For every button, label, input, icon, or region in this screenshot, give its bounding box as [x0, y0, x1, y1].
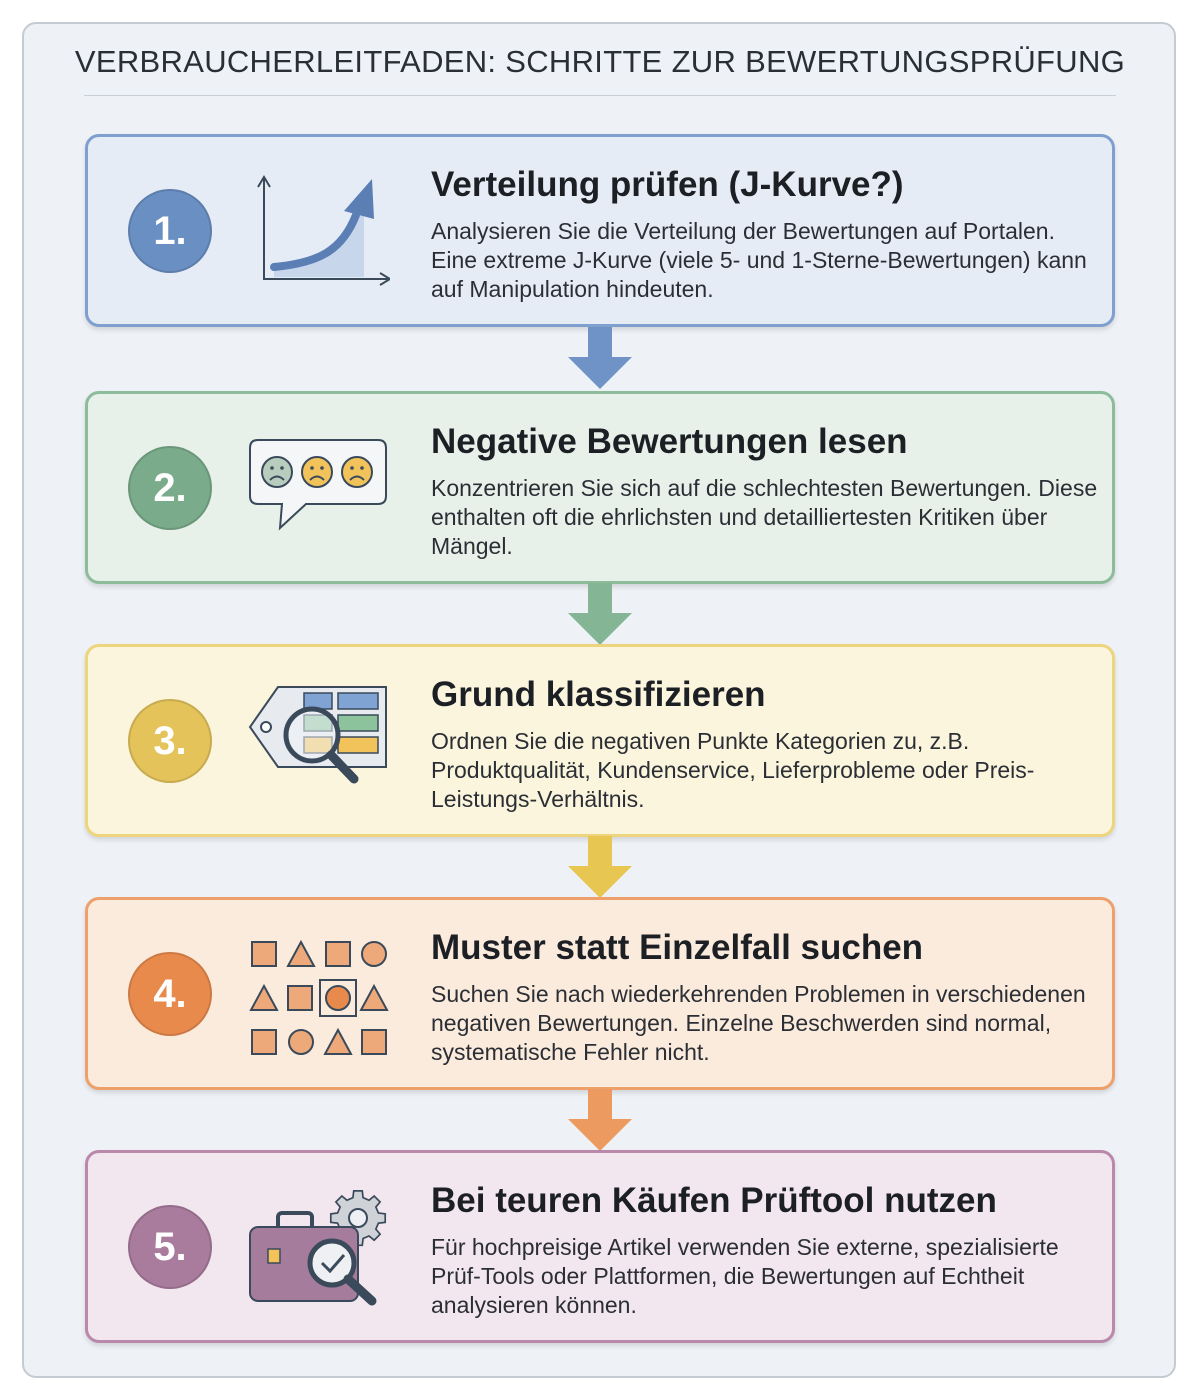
arrow-down-icon — [566, 836, 634, 900]
toolbox-gear-magnifier-icon — [248, 1189, 390, 1309]
step-number-badge: 5. — [128, 1205, 212, 1289]
step-description: Konzentrieren Sie sich auf die schlechtesten Bewertungen. Diese enthalten oft die ehrlichsten und detailliertesten Kritiken über Mängel. — [431, 475, 1098, 559]
sad-faces-speech-bubble-icon — [248, 430, 390, 550]
arrow-down-icon — [566, 583, 634, 647]
j-curve-chart-icon — [248, 173, 390, 293]
step-card-1 — [85, 134, 1115, 327]
tag-magnifier-categories-icon — [248, 683, 390, 803]
step-number-badge: 1. — [128, 189, 212, 273]
step-title: Negative Bewertungen lesen — [431, 422, 908, 461]
arrow-down-icon — [566, 327, 634, 391]
title-divider — [84, 95, 1116, 96]
step-number-badge: 4. — [128, 952, 212, 1036]
step-title: Muster statt Einzelfall suchen — [431, 928, 924, 967]
step-description: Suchen Sie nach wiederkehrenden Problemen in verschiedenen negativen Bewertungen. Einzelne Beschwerden sind normal, systematische Fehler nicht. — [431, 981, 1086, 1065]
step-title: Verteilung prüfen (J-Kurve?) — [431, 165, 904, 204]
step-card-4 — [85, 897, 1115, 1090]
shape-pattern-grid-icon — [248, 936, 390, 1056]
step-description: Für hochpreisige Artikel verwenden Sie externe, spezialisierte Prüf-Tools oder Plattformen, die Bewertungen auf Echtheit analysieren können. — [431, 1234, 1059, 1318]
arrow-down-icon — [566, 1089, 634, 1153]
step-description: Ordnen Sie die negativen Punkte Kategorien zu, z.B. Produktqualität, Kundenservice, Lieferprobleme oder Preis-Leistungs-Verhältnis. — [431, 728, 1035, 812]
step-number-badge: 2. — [128, 446, 212, 530]
step-number-badge: 3. — [128, 699, 212, 783]
page-title: VERBRAUCHERLEITFADEN: SCHRITTE ZUR BEWERTUNGSPRÜFUNG — [74, 44, 1126, 79]
step-card-5 — [85, 1150, 1115, 1343]
step-title: Grund klassifizieren — [431, 675, 766, 714]
step-description: Analysieren Sie die Verteilung der Bewertungen auf Portalen. Eine extreme J-Kurve (viele 5- und 1-Sterne-Bewertungen) kann auf Manipulation hindeuten. — [431, 218, 1087, 302]
step-card-2 — [85, 391, 1115, 584]
step-card-3 — [85, 644, 1115, 837]
step-title: Bei teuren Käufen Prüftool nutzen — [431, 1181, 997, 1220]
